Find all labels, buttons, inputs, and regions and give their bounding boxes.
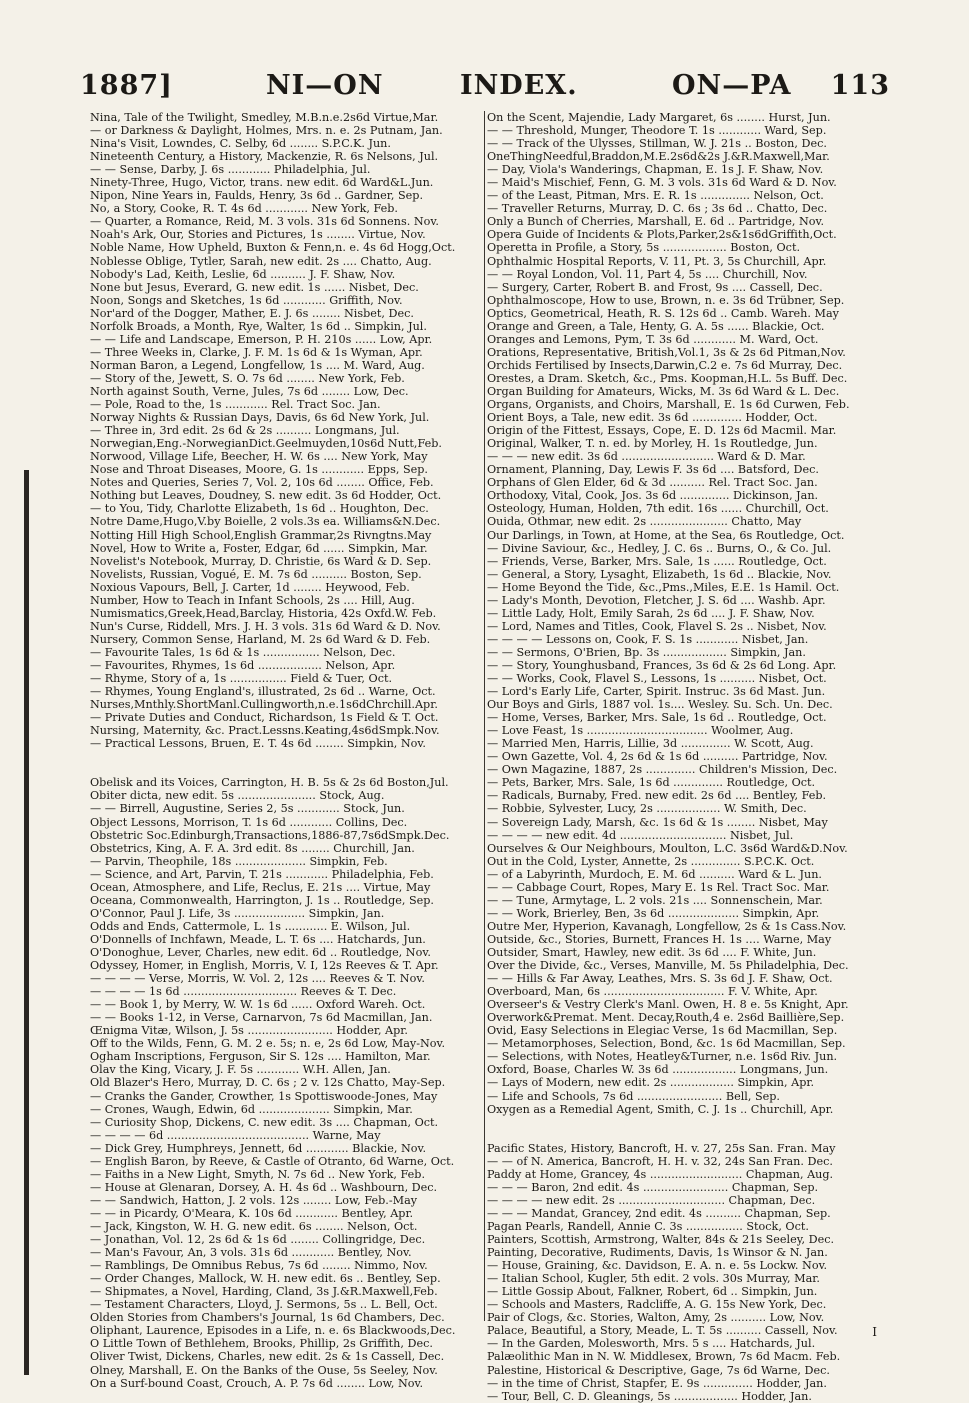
index-entry: Outside, &c., Stories, Burnett, Frances H. 1s .... Warne, May (487, 932, 832, 946)
index-entry: — Three in, 3rd edit. 2s 6d & 2s .......... Longmans, Jul. (90, 424, 400, 438)
index-entry: Obelisk and its Voices, Carrington, H. B. 5s & 2s 6d Boston,Jul. (90, 776, 449, 790)
index-entry: — Life and Schools, 7s 6d ........................ Bell, Sep. (487, 1089, 780, 1103)
index-entry: Original, Walker, T. n. ed. by Morley, H. 1s Routledge, Jun. (487, 437, 818, 451)
index-entry: None but Jesus, Everard, G. new edit. 1s ...... Nisbet, Dec. (90, 280, 419, 294)
index-entry: Noah's Ark, Our, Stories and Pictures, 1s ........ Virtue, Nov. (90, 228, 426, 242)
index-entry: Overwork&Premat. Ment. Decay,Routh,4 e. 2s6d Baillière,Sep. (487, 1011, 845, 1025)
index-entry: — — Sermons, O'Brien, Bp. 3s .................. Simpkin, Jan. (487, 645, 806, 659)
index-entry: — — — — new edit. 2s .............................. Chapman, Dec. (487, 1193, 816, 1207)
index-entry: Nipon, Nine Years in, Faulds, Henry, 3s 6d .. Gardner, Sep. (90, 189, 424, 203)
index-entry: North against South, Verne, Jules, 7s 6d ........ Low, Dec. (90, 384, 409, 398)
index-entry: Nothing but Leaves, Doudney, S. new edit. 3s 6d Hodder, Oct. (90, 489, 442, 503)
index-entry: Ocean, Atmosphere, and Life, Reclus, E. 21s .... Virtue, May (90, 880, 431, 894)
index-entry: Pair of Clogs, &c. Stories, Walton, Amy, 2s .......... Low, Nov. (487, 1311, 825, 1325)
index-entry: — English Baron, by Reeve, & Castle of Otranto, 6d Warne, Oct. (90, 1154, 455, 1168)
binding-edge (24, 470, 29, 1375)
index-entry: Ophthalmoscope, How to use, Brown, n. e. 3s 6d Trübner, Sep. (487, 293, 845, 307)
index-entry: Ogham Inscriptions, Ferguson, Sir S. 12s .... Hamilton, Mar. (90, 1050, 431, 1064)
index-entry: Orations, Representative, British,Vol.1, 3s & 2s 6d Pitman,Nov. (487, 345, 846, 359)
index-entry: Orient Boys, a Tale, new edit. 3s 6d .............. Hodder, Oct. (487, 411, 818, 425)
index-entry: — — — — 6d ........................................ Warne, May (90, 1128, 381, 1142)
index-entry: Norman Baron, a Legend, Longfellow, 1s .... M. Ward, Aug. (90, 358, 425, 372)
index-entry: Ophthalmic Hospital Reports, V. 11, Pt. 3, 5s Churchill, Apr. (487, 254, 827, 268)
index-entry: Nursery, Common Sense, Harland, M. 2s 6d Ward & D. Feb. (90, 632, 431, 646)
index-entry: Our Boys and Girls, 1887 vol. 1s.... Wesley. Su. Sch. Un. Dec. (487, 698, 833, 712)
index-entry: Notre Dame,Hugo,V.by Boielle, 2 vols.3s ea. Williams&N.Dec. (90, 515, 441, 529)
index-entry: — Man's Favour, An, 3 vols. 31s 6d ............ Bentley, Nov. (90, 1246, 412, 1260)
index-entry: — Maid's Mischief, Fenn, G. M. 3 vols. 31s 6d Ward & D. Nov. (487, 176, 837, 190)
index-entry: — Lays of Modern, new edit. 2s .................. Simpkin, Apr. (487, 1076, 815, 1090)
index-entry: — — Tune, Armytage, L. 2 vols. 21s .... Sonnenschein, Mar. (487, 893, 823, 907)
index-entry: — Rhyme, Story of a, 1s ................ Field & Tuer, Oct. (90, 672, 393, 686)
index-entry: — — of N. America, Bancroft, H. H. v. 32, 24s San Fran. Dec. (487, 1154, 833, 1168)
index-entry: Notes and Queries, Series 7, Vol. 2, 10s 6d ........ Office, Feb. (90, 476, 434, 490)
index-entry: Noble Name, How Upheld, Buxton & Fenn,n. e. 4s 6d Hogg,Oct. (90, 241, 456, 255)
index-entry: Odds and Ends, Cattermole, L. 1s ............ E. Wilson, Jul. (90, 919, 411, 933)
index-entry: Off to the Wilds, Fenn, G. M. 2 e. 5s; n. e, 2s 6d Low, May-Nov. (90, 1037, 446, 1051)
index-entry: Novelist's Notebook, Murray, D. Christie, 6s Ward & D. Sep. (90, 554, 432, 568)
index-entry: — — Story, Younghusband, Frances, 3s 6d & 2s 6d Long. Apr. (487, 658, 837, 672)
index-entry: Oceana, Commonwealth, Harrington, J. 1s .. Routledge, Sep. (90, 893, 434, 907)
index-entry: — Jack, Kingston, W. H. G. new edit. 6s ........ Nelson, Oct. (90, 1219, 418, 1233)
index-entry: — Own Magazine, 1887, 2s .............. Children's Mission, Dec. (487, 763, 838, 777)
index-entry: Œnigma Vitæ, Wilson, J. 5s ........................ Hodder, Apr. (90, 1024, 408, 1038)
index-entry: Numismatics,Greek,Head,Barclay, Historia, 42s Oxfd.W. Feb. (90, 606, 437, 620)
left-column (90, 111, 478, 1390)
index-entry: — Ramblings, De Omnibus Rebus, 7s 6d ........ Nimmo, Nov. (90, 1259, 428, 1273)
index-entry: Orange and Green, a Tale, Henty, G. A. 5s ...... Blackie, Oct. (487, 319, 825, 333)
index-entry: — Cranks the Gander, Crowther, 1s Spottiswoode-Jones, May (90, 1089, 438, 1103)
index-entry: Paddy at Home, Grancey, 4s .......................... Chapman, Aug. (487, 1167, 834, 1181)
index-entry: — Quarter, a Romance, Reid, M. 3 vols. 31s 6d Sonnens. Nov. (90, 215, 439, 229)
index-entry: — — — — Verse, Morris, W. Vol. 2, 12s .... Reeves & T. Nov. (90, 972, 425, 986)
index-entry: Orphans of Glen Elder, 6d & 3d .......... Rel. Tract Soc. Jan. (487, 476, 818, 490)
index-entry: Obstetrics, King, A. F. A. 3rd edit. 8s ........ Churchill, Jan. (90, 841, 415, 855)
index-entry: Norwegian,Eng.-NorwegianDict.Geelmuyden,10s6d Nutt,Feb. (90, 437, 442, 451)
section-gap (487, 1116, 875, 1129)
index-entry: On a Surf-bound Coast, Crouch, A. P. 7s 6d ........ Low, Nov. (90, 1376, 424, 1390)
index-entry: O'Donoghue, Lever, Charles, new edit. 6d .. Routledge, Nov. (90, 946, 431, 959)
index-entry: Our Darlings, in Town, at Home, at the Sea, 6s Routledge, Oct. (487, 528, 845, 542)
index-entry: Over the Divide, &c., Verses, Manville, M. 5s Philadelphia, Dec. (487, 959, 849, 973)
page-header (80, 70, 890, 106)
index-entry: — Shipmates, a Novel, Harding, Cland, 3s J.&R.Maxwell,Feb. (90, 1285, 438, 1299)
index-entry: — Science, and Art, Parvin, T. 21s ............ Philadelphia, Feb. (90, 867, 434, 881)
index-entry: — Favourites, Rhymes, 1s 6d .................. Nelson, Apr. (90, 658, 396, 672)
index-entry: — Order Changes, Mallock, W. H. new edit. 6s .. Bentley, Sep. (90, 1272, 441, 1286)
index-entry: — Practical Lessons, Bruen, E. T. 4s 6d ........ Simpkin, Nov. (90, 737, 426, 751)
index-entry: — Radicals, Burnaby, Fred. new edit. 2s 6d .... Bentley, Feb. (487, 789, 827, 803)
index-entry: Novelists, Russian, Vogué, E. M. 7s 6d .......... Boston, Sep. (90, 567, 422, 581)
index-entry: Outre Mer, Hyperion, Kavanagh, Longfellow, 2s & 1s Cass.Nov. (487, 919, 847, 933)
index-entry: — Private Duties and Conduct, Richardson, 1s Field & T. Oct. (90, 711, 439, 725)
index-entry: — — Works, Cook, Flavel S., Lessons, 1s .......... Nisbet, Oct. (487, 672, 827, 686)
index-entry: Outsider, Smart, Hawley, new edit. 3s 6d .... F. White, Jun. (487, 946, 817, 959)
index-entry: O Little Town of Bethlehem, Brooks, Phillip, 2s Griffith, Dec. (90, 1337, 433, 1351)
index-entry: — Pole, Road to the, 1s ............ Rel. Tract Soc. Jan. (90, 398, 381, 412)
index-entry: Opera Guide of Incidents & Plots,Parker,2s&1s6dGriffith,Oct. (487, 228, 837, 242)
index-entry: — Sovereign Lady, Marsh, &c. 1s 6d & 1s ........ Nisbet, May (487, 815, 828, 829)
column-divider (484, 111, 485, 1321)
index-entry: Noon, Songs and Sketches, 1s 6d ............ Griffith, Nov. (90, 293, 403, 307)
index-entry: — Metamorphoses, Selection, Bond, &c. 1s 6d Macmillan, Sep. (487, 1037, 846, 1051)
index-entry: — Little Gossip About, Falkner, Robert, 6d .. Simpkin, Jun. (487, 1285, 818, 1299)
index-entry: — Robbie, Sylvester, Lucy, 2s .................. W. Smith, Dec. (487, 802, 807, 816)
index-entry: — — Royal London, Vol. 11, Part 4, 5s .... Churchill, Nov. (487, 267, 808, 281)
index-entry: — Lord's Early Life, Carter, Spirit. Instruc. 3s 6d Mast. Jun. (487, 685, 826, 699)
index-entry: Noblesse Oblige, Tytler, Sarah, new edit. 2s .... Chatto, Aug. (90, 254, 432, 268)
index-entry: Odyssey, Homer, in English, Morris, V. I, 12s Reeves & T. Apr. (90, 959, 439, 973)
index-entry: Ovid, Easy Selections in Elegiac Verse, 1s 6d Macmillan, Sep. (487, 1024, 838, 1038)
index-entry: — — in Picardy, O'Meara, K. 10s 6d ............ Bentley, Apr. (90, 1206, 414, 1220)
index-entry: Oxygen as a Remedial Agent, Smith, C. J. 1s .. Churchill, Apr. (487, 1102, 834, 1116)
index-entry: Overboard, Man, 6s .................................. F. V. White, Apr. (487, 985, 818, 999)
index-entry: — Home, Verses, Barker, Mrs. Sale, 1s 6d .. Routledge, Oct. (487, 711, 827, 725)
index-entry: Nineteenth Century, a History, Mackenzie, R. 6s Nelsons, Jul. (90, 150, 439, 164)
index-entry: Nurses,Mnthly.ShortManl.Cullingworth,n.e.1s6dChrchill.Apr. (90, 698, 438, 712)
index-entry: Oxford, Boase, Charles W. 3s 6d .................. Longmans, Jun. (487, 1063, 829, 1077)
index-entry: Oliver Twist, Dickens, Charles, new edit. 2s & 1s Cassell, Dec. (90, 1350, 445, 1364)
index-entry: — Traveller Returns, Murray, D. C. 6s ; 3s 6d .. Chatto, Dec. (487, 202, 828, 216)
index-entry: — Dick Grey, Humphreys, Jennett, 6d ............ Blackie, Nov. (90, 1141, 427, 1155)
index-entry: — or Darkness & Daylight, Holmes, Mrs. n. e. 2s Putnam, Jan. (90, 124, 443, 138)
index-entry: Only a Bunch of Cherries, Marshall, E. 6d .. Partridge, Nov. (487, 215, 825, 229)
index-entry: Organ Building for Amateurs, Wicks, M. 3s 6d Ward & L. Dec. (487, 384, 840, 398)
index-entry: Overseer's & Vestry Clerk's Manl. Owen, H. 8 e. 5s Knight, Apr. (487, 998, 849, 1012)
index-entry: — House, Graining, &c. Davidson, E. A. n. e. 5s Lockw. Nov. (487, 1259, 828, 1273)
index-entry: Painters, Scottish, Armstrong, Walter, 84s & 21s Seeley, Dec. (487, 1233, 835, 1247)
index-entry: — Own Gazette, Vol. 4, 2s 6d & 1s 6d .......... Partridge, Nov. (487, 750, 828, 764)
index-entry: — Story of the, Jewett, S. O. 7s 6d ........ New York, Feb. (90, 371, 405, 385)
index-entry: — Lord, Names and Titles, Cook, Flavel S. 2s .. Nisbet, Nov. (487, 619, 827, 633)
index-entry: Palæolithic Man in N. W. Middlesex, Brown, 7s 6d Macm. Feb. (487, 1350, 841, 1364)
index-entry: — Love Feast, 1s .................................. Woolmer, Aug. (487, 724, 794, 738)
index-entry: O'Connor, Paul J. Life, 3s .................... Simpkin, Jan. (90, 906, 385, 920)
index-entry: — Home Beyond the Tide, &c.,Pms.,Miles, E.E. 1s Hamil. Oct. (487, 580, 840, 594)
index-entry: — Crones, Waugh, Edwin, 6d .................... Simpkin, Mar. (90, 1102, 413, 1116)
index-entry: — Tour, Bell, C. D. Gleanings, 5s .................. Hodder, Jan. (487, 1389, 812, 1403)
index-entry: — Married Men, Harris, Lillie, 3d .............. W. Scott, Aug. (487, 737, 814, 751)
page-number: 113 (830, 70, 890, 101)
index-entry: — Jonathan, Vol. 12, 2s 6d & 1s 6d ........ Collingridge, Dec. (90, 1233, 426, 1247)
index-entry: No, a Story, Cooke, R. T. 4s 6d ............ New York, Feb. (90, 202, 398, 216)
index-entry: Painting, Decorative, Rudiments, Davis, 1s Winsor & N. Jan. (487, 1246, 828, 1260)
index-entry: — — Sandwich, Hatton, J. 2 vols. 12s ........ Low, Feb.-May (90, 1193, 418, 1207)
index-entry: — Little Lady, Holt, Emily Sarah, 2s 6d .... J. F. Shaw, Nov. (487, 606, 815, 620)
index-entry: — to You, Tidy, Charlotte Elizabeth, 1s 6d .. Houghton, Dec. (90, 502, 429, 516)
index-entry: — — Life and Landscape, Emerson, P. H. 210s ...... Low, Apr. (90, 332, 433, 346)
index-entry: OneThingNeedful,Braddon,M.E.2s6d&2s J.&R.Maxwell,Mar. (487, 150, 830, 164)
section-gap (90, 750, 478, 763)
index-entry: — Divine Saviour, &c., Hedley, J. C. 6s .. Burns, O., & Co. Jul. (487, 541, 832, 555)
index-entry: — Three Weeks in, Clarke, J. F. M. 1s 6d & 1s Wyman, Apr. (90, 345, 423, 359)
index-entry: — — — — Lessons on, Cook, F. S. 1s ............ Nisbet, Jan. (487, 632, 809, 646)
index-entry: On the Scent, Majendie, Lady Margaret, 6s ........ Hurst, Jun. (487, 111, 831, 124)
index-entry: Optics, Geometrical, Heath, R. S. 12s 6d .. Camb. Wareh. May (487, 306, 839, 320)
index-entry: Nobody's Lad, Keith, Leslie, 6d .......... J. F. Shaw, Nov. (90, 267, 396, 281)
index-entry: — Friends, Verse, Barker, Mrs. Sale, 1s ...... Routledge, Oct. (487, 554, 827, 568)
signature-mark: I (872, 1325, 877, 1339)
index-entry: Norway Nights & Russian Days, Davis, 6s 6d New York, Jul. (90, 411, 430, 425)
index-entry: Oliphant, Laurence, Episodes in a Life, n. e. 6s Blackwoods,Dec. (90, 1324, 456, 1338)
header-range-start: NI—ON (266, 70, 384, 101)
index-entry: Obiter dicta, new edit. 5s ...................... Stock, Aug. (90, 789, 385, 803)
index-entry: — — Book 1, by Merry, W. W. 1s 6d ...... Oxford Wareh. Oct. (90, 998, 426, 1012)
index-entry: — Favourite Tales, 1s 6d & 1s ................ Nelson, Dec. (90, 645, 396, 659)
index-entry: O'Donnells of Inchfawn, Meade, L. T. 6s .... Hatchards, Jun. (90, 932, 426, 946)
index-entry: Origin of the Fittest, Essays, Cope, E. D. 12s 6d Macmil. Mar. (487, 424, 837, 438)
index-entry: Pagan Pearls, Randell, Annie C. 3s ................ Stock, Oct. (487, 1219, 809, 1233)
index-entry: — Schools and Masters, Radcliffe, A. G. 15s New York, Dec. (487, 1298, 827, 1312)
index-entry: Olney, Marshall, E. On the Banks of the Ouse, 5s Seeley, Nov. (90, 1363, 438, 1377)
section-gap (90, 763, 478, 776)
index-entry: — — Sense, Darby, J. 6s ............ Philadelphia, Jul. (90, 163, 371, 177)
index-entry: — Surgery, Carter, Robert B. and Frost, 9s .... Cassell, Dec. (487, 280, 823, 294)
index-entry: Nina's Visit, Lowndes, C. Selby, 6d ........ S.P.C.K. Jun. (90, 137, 391, 151)
index-entry: — — — — new edit. 4d .............................. Nisbet, Jul. (487, 828, 794, 842)
index-entry: — — — — 1s 6d ................................ Reeves & T. Dec. (90, 985, 397, 999)
index-entry: — Faiths in a New Light, Smyth, N. 7s 6d .. New York, Feb. (90, 1167, 426, 1181)
index-entry: Olav the King, Vicary, J. F. 5s ............ W.H. Allen, Jan. (90, 1063, 391, 1077)
index-entry: — — — new edit. 3s 6d .......................... Ward & D. Mar. (487, 450, 806, 464)
index-entry: Out in the Cold, Lyster, Annette, 2s .............. S.P.C.K. Oct. (487, 854, 815, 868)
right-column (487, 111, 875, 1403)
index-entry: Nina, Tale of the Twilight, Smedley, M.B.n.e.2s6d Virtue,Mar. (90, 111, 439, 124)
index-entry: Palestine, Historical & Descriptive, Gage, 7s 6d Warne, Dec. (487, 1363, 830, 1377)
index-entry: Object Lessons, Morrison, T. 1s 6d ............ Collins, Dec. (90, 815, 408, 829)
index-entry: — Testament Characters, Lloyd, J. Sermons, 5s .. L. Bell, Oct. (90, 1298, 438, 1312)
index-entry: — Curiosity Shop, Dickens, C. new edit. 3s .... Chapman, Oct. (90, 1115, 439, 1129)
section-gap (487, 1129, 875, 1142)
index-entry: Noxious Vapours, Bell, J. Carter, 1d ........ Heywood, Feb. (90, 580, 410, 594)
index-entry: — In the Garden, Molesworth, Mrs. 5 s .... Hatchards, Jul. (487, 1337, 816, 1351)
index-entry: — — Books 1-12, in Verse, Carnarvon, 7s 6d Macmillan, Jan. (90, 1011, 433, 1025)
index-entry: Obstetric Soc.Edinburgh,Transactions,1886-87,7s6dSmpk.Dec. (90, 828, 450, 842)
index-entry: Nursing, Maternity, &c. Pract.Lessns.Keating,4s6dSmpk.Nov. (90, 724, 440, 738)
header-range-end: ON—PA (672, 70, 792, 101)
index-entry: — Selections, with Notes, Heatley&Turner, n.e. 1s6d Riv. Jun. (487, 1050, 838, 1064)
index-entry: — Pets, Barker, Mrs. Sale, 1s 6d .............. Routledge, Oct. (487, 776, 816, 790)
index-entry: Organs, Organists, and Choirs, Marshall, E. 1s 6d Curwen, Feb. (487, 398, 850, 412)
header-title: INDEX. (460, 70, 578, 101)
index-entry: — of the Least, Pitman, Mrs. E. R. 1s .............. Nelson, Oct. (487, 189, 824, 203)
index-entry: — — Birrell, Augustine, Series 2, 5s ............ Stock, Jun. (90, 802, 405, 816)
index-entry: Palace, Beautiful, a Story, Meade, L. T. 5s .......... Cassell, Nov. (487, 1324, 838, 1338)
index-entry: — — — Mandat, Grancey, 2nd edit. 4s .......... Chapman, Sep. (487, 1206, 831, 1220)
index-entry: — of a Labyrinth, Murdoch, E. M. 6d .......... Ward & L. Jun. (487, 867, 822, 881)
index-entry: Number, How to Teach in Infant Schools, 2s .... Hill, Aug. (90, 593, 415, 607)
index-entry: — — Cabbage Court, Ropes, Mary E. 1s Rel. Tract Soc. Mar. (487, 880, 830, 894)
index-entry: — — Threshold, Munger, Theodore T. 1s ............ Ward, Sep. (487, 124, 827, 138)
index-entry: Orchids Fertilised by Insects,Darwin,C.2 e. 7s 6d Murray, Dec. (487, 358, 843, 372)
index-entry: Ourselves & Our Neighbours, Moulton, L.C. 3s6d Ward&D.Nov. (487, 841, 848, 855)
index-entry: Osteology, Human, Holden, 7th edit. 16s ...... Churchill, Oct. (487, 502, 829, 516)
index-entry: Ouida, Othmar, new edit. 2s ...................... Chatto, May (487, 515, 802, 529)
index-entry: Orestes, a Dram. Sketch, &c., Pms. Koopman,H.L. 5s Buff. Dec. (487, 371, 848, 385)
index-entry: Oranges and Lemons, Pym, T. 3s 6d ............ M. Ward, Oct. (487, 332, 819, 346)
index-entry: — Day, Viola's Wanderings, Chapman, E. 1s J. F. Shaw, Nov. (487, 163, 824, 177)
index-entry: Orthodoxy, Vital, Cook, Jos. 3s 6d .............. Dickinson, Jan. (487, 489, 819, 503)
index-entry: Operetta in Profile, a Story, 5s .................. Boston, Oct. (487, 241, 800, 255)
index-entry: Norwood, Village Life, Beecher, H. W. 6s .... New York, May (90, 450, 428, 464)
index-entry: — Rhymes, Young England's, illustrated, 2s 6d .. Warne, Oct. (90, 685, 436, 699)
index-entry: — Parvin, Theophile, 18s .................... Simpkin, Feb. (90, 854, 388, 868)
index-entry: — — Hills & Far Away, Leathes, Mrs. S. 3s 6d J. F. Shaw, Oct. (487, 972, 833, 986)
header-year: 1887] (80, 70, 173, 101)
index-entry: Nose and Throat Diseases, Moore, G. 1s ............ Epps, Sep. (90, 463, 428, 477)
index-entry: — — Work, Brierley, Ben, 3s 6d .................... Simpkin, Apr. (487, 906, 820, 920)
index-entry: — House at Glenaran, Dorsey, A. H. 4s 6d .. Washbourn, Dec. (90, 1180, 438, 1194)
index-entry: Old Blazer's Hero, Murray, D. C. 6s ; 2 v. 12s Chatto, May-Sep. (90, 1076, 446, 1090)
index-entry: Ornament, Planning, Day, Lewis F. 3s 6d .... Batsford, Dec. (487, 463, 819, 477)
index-entry: Novel, How to Write a, Foster, Edgar, 6d ...... Simpkin, Mar. (90, 541, 428, 555)
index-entry: — Lady's Month, Devotion, Fletcher, J. S. 6d .... Washb. Apr. (487, 593, 826, 607)
index-entry: — Italian School, Kugler, 5th edit. 2 vols. 30s Murray, Mar. (487, 1272, 820, 1286)
index-entry: Olden Stories from Chambers's Journal, 1s 6d Chambers, Dec. (90, 1311, 445, 1325)
index-entry: — — — Baron, 2nd edit. 4s ........................ Chapman, Sep. (487, 1180, 819, 1194)
index-entry: Norfolk Broads, a Month, Rye, Walter, 1s 6d .. Simpkin, Jul. (90, 319, 427, 333)
index-entry: — General, a Story, Lysaght, Elizabeth, 1s 6d .. Blackie, Nov. (487, 567, 832, 581)
index-entry: Pacific States, History, Bancroft, H. v. 27, 25s San. Fran. May (487, 1141, 836, 1155)
index-entry: Nun's Curse, Riddell, Mrs. J. H. 3 vols. 31s 6d Ward & D. Nov. (90, 619, 441, 633)
index-entry: — — Track of the Ulysses, Stillman, W. J. 21s .. Boston, Dec. (487, 137, 827, 151)
index-entry: — in the time of Christ, Stapfer, E. 9s .............. Hodder, Jan. (487, 1376, 827, 1390)
index-entry: Ninety-Three, Hugo, Victor, trans. new edit. 6d Ward&L.Jun. (90, 176, 434, 190)
index-entry: Notting Hill High School,English Grammar,2s Rivngtns.May (90, 528, 432, 542)
index-entry: Nor'ard of the Dogger, Mather, E. J. 6s ........ Nisbet, Dec. (90, 306, 414, 320)
